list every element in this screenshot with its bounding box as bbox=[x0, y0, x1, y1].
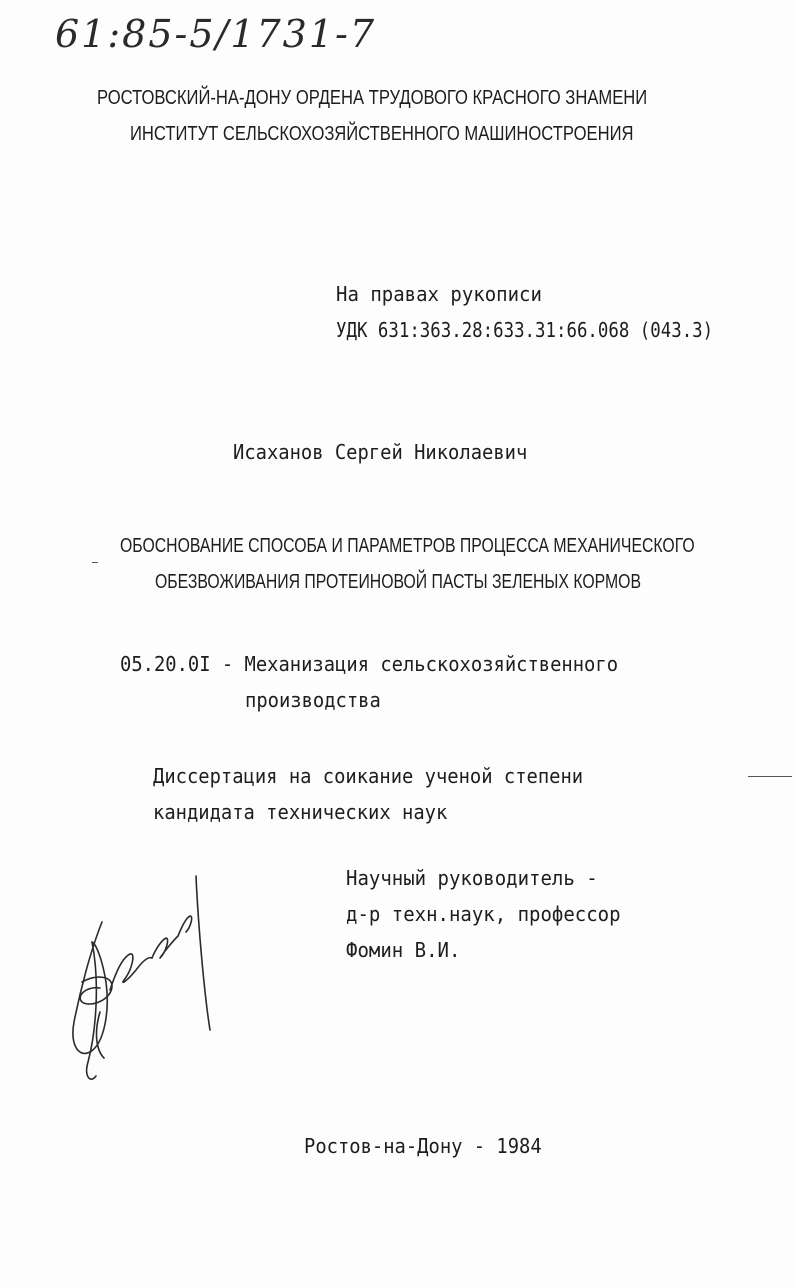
scan-mark bbox=[92, 562, 98, 563]
institution-line-2: ИНСТИТУТ СЕЛЬСКОХОЗЯЙСТВЕННОГО МАШИНОСТРОЕНИЯ bbox=[130, 123, 634, 145]
institution-line-1: РОСТОВСКИЙ-НА-ДОНУ ОРДЕНА ТРУДОВОГО КРАСНОГО ЗНАМЕНИ bbox=[97, 87, 648, 109]
thesis-title-line-2: ОБЕЗВОЖИВАНИЯ ПРОТЕИНОВОЙ ПАСТЫ ЗЕЛЕНЫХ КОРМОВ bbox=[155, 571, 641, 593]
specialty-line-1: 05.20.0I - Механизация сельскохозяйственного bbox=[120, 652, 619, 676]
supervisor-degree: д-р техн.наук, профессор bbox=[346, 902, 621, 926]
thesis-title-line-1: ОБОСНОВАНИЕ СПОСОБА И ПАРАМЕТРОВ ПРОЦЕССА МЕХАНИЧЕСКОГО bbox=[120, 535, 695, 557]
archive-code: 61:85-5/1731-7 bbox=[55, 12, 377, 56]
author-name: Исаханов Сергей Николаевич bbox=[233, 440, 528, 464]
supervisor-name: Фомин В.И. bbox=[346, 938, 461, 962]
scan-mark bbox=[748, 776, 792, 777]
place-and-year: Ростов-на-Дону - 1984 bbox=[304, 1134, 542, 1158]
degree-line-1: Диссертация на соикание ученой степени bbox=[153, 764, 584, 788]
rights-note: На правах рукописи bbox=[336, 282, 542, 306]
degree-line-2: кандидата технических наук bbox=[153, 800, 448, 824]
specialty-line-2: производства bbox=[245, 688, 381, 712]
signature-icon bbox=[60, 862, 220, 1088]
supervisor-label: Научный руководитель - bbox=[346, 866, 598, 890]
udc-code: УДК 631:363.28:633.31:66.068 (043.3) bbox=[336, 318, 714, 342]
